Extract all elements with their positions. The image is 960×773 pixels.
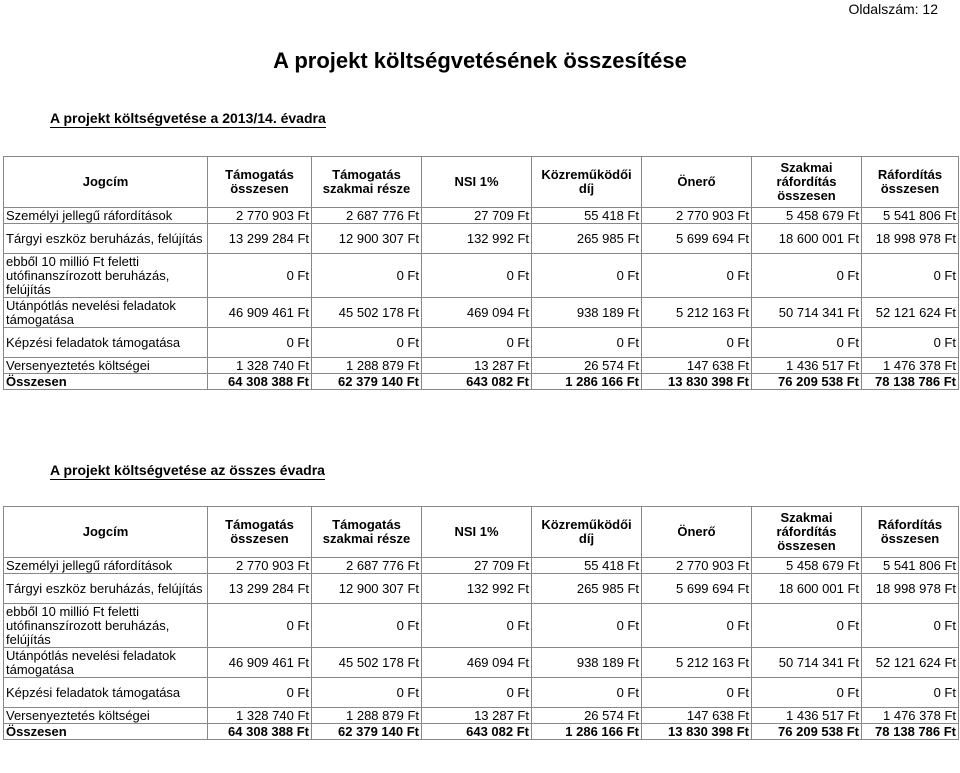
section-title-all-seasons: A projekt költségvetése az összes évadra — [50, 462, 325, 478]
cell-value: 55 418 Ft — [532, 208, 642, 224]
table-row — [4, 208, 959, 224]
cell-value: 0 Ft — [208, 254, 312, 298]
table-row — [4, 648, 959, 678]
cell-value: 12 900 307 Ft — [312, 574, 422, 604]
cell-value: 5 699 694 Ft — [642, 574, 752, 604]
cell-value: 0 Ft — [532, 254, 642, 298]
cell-value: 2 770 903 Ft — [642, 558, 752, 574]
cell-value: 938 189 Ft — [532, 298, 642, 328]
cell-value: 0 Ft — [312, 678, 422, 708]
table-row — [4, 708, 959, 724]
column-header: Támogatás szakmai része — [312, 157, 422, 208]
cell-value: 0 Ft — [862, 254, 959, 298]
row-label: Utánpótlás nevelési feladatok támogatása — [4, 648, 208, 678]
table-row — [4, 558, 959, 574]
cell-value: 643 082 Ft — [422, 374, 532, 390]
cell-value: 1 436 517 Ft — [752, 358, 862, 374]
cell-value: 76 209 538 Ft — [752, 374, 862, 390]
cell-value: 1 436 517 Ft — [752, 708, 862, 724]
column-header: Támogatás összesen — [208, 507, 312, 558]
column-header: Ráfordítás összesen — [862, 157, 959, 208]
cell-value: 5 458 679 Ft — [752, 558, 862, 574]
cell-value: 27 709 Ft — [422, 558, 532, 574]
table-header-row — [4, 507, 959, 558]
cell-value: 1 286 166 Ft — [532, 724, 642, 740]
cell-value: 18 998 978 Ft — [862, 224, 959, 254]
cell-value: 132 992 Ft — [422, 224, 532, 254]
cell-value: 2 687 776 Ft — [312, 558, 422, 574]
row-label: Képzési feladatok támogatása — [4, 678, 208, 708]
cell-value: 1 286 166 Ft — [532, 374, 642, 390]
row-label: Képzési feladatok támogatása — [4, 328, 208, 358]
cell-value: 147 638 Ft — [642, 358, 752, 374]
cell-value: 45 502 178 Ft — [312, 298, 422, 328]
cell-value: 13 299 284 Ft — [208, 574, 312, 604]
cell-value: 50 714 341 Ft — [752, 298, 862, 328]
table-total-row — [4, 374, 959, 390]
cell-value: 78 138 786 Ft — [862, 374, 959, 390]
cell-value: 0 Ft — [422, 604, 532, 648]
cell-value: 0 Ft — [532, 328, 642, 358]
cell-value: 1 328 740 Ft — [208, 708, 312, 724]
column-header: NSI 1% — [422, 157, 532, 208]
cell-value: 0 Ft — [862, 678, 959, 708]
cell-value: 62 379 140 Ft — [312, 374, 422, 390]
cell-value: 5 212 163 Ft — [642, 298, 752, 328]
cell-value: 0 Ft — [752, 254, 862, 298]
row-label: Összesen — [4, 724, 208, 740]
cell-value: 132 992 Ft — [422, 574, 532, 604]
cell-value: 5 541 806 Ft — [862, 558, 959, 574]
row-label: Tárgyi eszköz beruházás, felújítás — [4, 574, 208, 604]
cell-value: 469 094 Ft — [422, 648, 532, 678]
row-label: Utánpótlás nevelési feladatok támogatása — [4, 298, 208, 328]
cell-value: 643 082 Ft — [422, 724, 532, 740]
column-header: Ráfordítás összesen — [862, 507, 959, 558]
cell-value: 2 770 903 Ft — [642, 208, 752, 224]
cell-value: 265 985 Ft — [532, 574, 642, 604]
cell-value: 64 308 388 Ft — [208, 724, 312, 740]
row-label: Személyi jellegű ráfordítások — [4, 558, 208, 574]
cell-value: 55 418 Ft — [532, 558, 642, 574]
cell-value: 46 909 461 Ft — [208, 648, 312, 678]
budget-table-all-seasons — [3, 506, 959, 740]
cell-value: 0 Ft — [208, 328, 312, 358]
column-header: Támogatás összesen — [208, 157, 312, 208]
cell-value: 0 Ft — [642, 328, 752, 358]
row-label: Versenyeztetés költségei — [4, 358, 208, 374]
cell-value: 2 687 776 Ft — [312, 208, 422, 224]
cell-value: 2 770 903 Ft — [208, 208, 312, 224]
cell-value: 265 985 Ft — [532, 224, 642, 254]
row-label: Összesen — [4, 374, 208, 390]
cell-value: 26 574 Ft — [532, 358, 642, 374]
cell-value: 1 328 740 Ft — [208, 358, 312, 374]
cell-value: 52 121 624 Ft — [862, 648, 959, 678]
table-row — [4, 358, 959, 374]
column-header: Támogatás szakmai része — [312, 507, 422, 558]
cell-value: 0 Ft — [532, 678, 642, 708]
row-label: ebből 10 millió Ft feletti utófinanszírozott beruházás, felújítás — [4, 604, 208, 648]
column-header: Közreműködői díj — [532, 157, 642, 208]
cell-value: 0 Ft — [642, 678, 752, 708]
cell-value: 13 830 398 Ft — [642, 374, 752, 390]
table-row — [4, 678, 959, 708]
cell-value: 938 189 Ft — [532, 648, 642, 678]
page-title: A projekt költségvetésének összesítése — [273, 48, 687, 73]
cell-value: 26 574 Ft — [532, 708, 642, 724]
cell-value: 5 699 694 Ft — [642, 224, 752, 254]
column-header: Jogcím — [4, 157, 208, 208]
cell-value: 18 998 978 Ft — [862, 574, 959, 604]
cell-value: 12 900 307 Ft — [312, 224, 422, 254]
table-header-row — [4, 157, 959, 208]
cell-value: 0 Ft — [532, 604, 642, 648]
cell-value: 46 909 461 Ft — [208, 298, 312, 328]
cell-value: 5 212 163 Ft — [642, 648, 752, 678]
cell-value: 0 Ft — [208, 678, 312, 708]
table-total-row — [4, 724, 959, 740]
page-number: Oldalszám: 12 — [848, 1, 938, 17]
column-header: Önerő — [642, 507, 752, 558]
cell-value: 78 138 786 Ft — [862, 724, 959, 740]
cell-value: 0 Ft — [312, 254, 422, 298]
cell-value: 0 Ft — [862, 328, 959, 358]
cell-value: 45 502 178 Ft — [312, 648, 422, 678]
table-row — [4, 604, 959, 648]
cell-value: 13 287 Ft — [422, 708, 532, 724]
cell-value: 0 Ft — [422, 254, 532, 298]
cell-value: 0 Ft — [422, 328, 532, 358]
cell-value: 469 094 Ft — [422, 298, 532, 328]
cell-value: 76 209 538 Ft — [752, 724, 862, 740]
cell-value: 2 770 903 Ft — [208, 558, 312, 574]
cell-value: 62 379 140 Ft — [312, 724, 422, 740]
cell-value: 64 308 388 Ft — [208, 374, 312, 390]
cell-value: 18 600 001 Ft — [752, 574, 862, 604]
table-row — [4, 298, 959, 328]
cell-value: 0 Ft — [312, 604, 422, 648]
cell-value: 1 476 378 Ft — [862, 708, 959, 724]
cell-value: 52 121 624 Ft — [862, 298, 959, 328]
column-header: Jogcím — [4, 507, 208, 558]
cell-value: 13 830 398 Ft — [642, 724, 752, 740]
cell-value: 147 638 Ft — [642, 708, 752, 724]
table-row — [4, 328, 959, 358]
row-label: Tárgyi eszköz beruházás, felújítás — [4, 224, 208, 254]
section-title-season: A projekt költségvetése a 2013/14. évadra — [50, 110, 326, 126]
cell-value: 1 288 879 Ft — [312, 708, 422, 724]
cell-value: 18 600 001 Ft — [752, 224, 862, 254]
column-header: Szakmai ráfordítás összesen — [752, 507, 862, 558]
cell-value: 5 541 806 Ft — [862, 208, 959, 224]
cell-value: 0 Ft — [752, 604, 862, 648]
cell-value: 0 Ft — [642, 254, 752, 298]
column-header: Önerő — [642, 157, 752, 208]
column-header: NSI 1% — [422, 507, 532, 558]
cell-value: 0 Ft — [752, 328, 862, 358]
cell-value: 13 287 Ft — [422, 358, 532, 374]
cell-value: 0 Ft — [312, 328, 422, 358]
column-header: Közreműködői díj — [532, 507, 642, 558]
table-row — [4, 254, 959, 298]
row-label: ebből 10 millió Ft feletti utófinanszírozott beruházás, felújítás — [4, 254, 208, 298]
cell-value: 0 Ft — [642, 604, 752, 648]
budget-table-season — [3, 156, 959, 390]
cell-value: 13 299 284 Ft — [208, 224, 312, 254]
row-label: Személyi jellegű ráfordítások — [4, 208, 208, 224]
row-label: Versenyeztetés költségei — [4, 708, 208, 724]
cell-value: 0 Ft — [422, 678, 532, 708]
cell-value: 0 Ft — [208, 604, 312, 648]
table-row — [4, 224, 959, 254]
cell-value: 50 714 341 Ft — [752, 648, 862, 678]
cell-value: 1 476 378 Ft — [862, 358, 959, 374]
cell-value: 27 709 Ft — [422, 208, 532, 224]
cell-value: 5 458 679 Ft — [752, 208, 862, 224]
cell-value: 0 Ft — [752, 678, 862, 708]
cell-value: 0 Ft — [862, 604, 959, 648]
table-row — [4, 574, 959, 604]
cell-value: 1 288 879 Ft — [312, 358, 422, 374]
column-header: Szakmai ráfordítás összesen — [752, 157, 862, 208]
